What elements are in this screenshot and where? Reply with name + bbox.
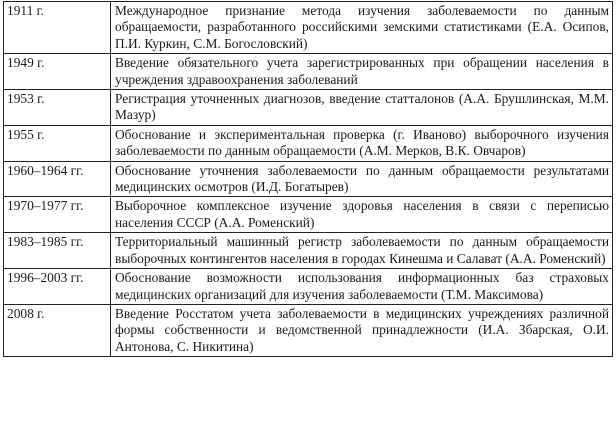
table-row xyxy=(4,125,613,161)
year-cell: 1960–1964 гг. xyxy=(4,161,111,197)
chronology-table-body xyxy=(4,2,613,357)
event-cell: Территориальный машинный регистр заболеваемости по данным обращаемости выборочных контингентов населения в городах Кинешма и Салават (А.А. Роменский) xyxy=(111,233,613,269)
year-cell: 1996–2003 гг. xyxy=(4,269,111,305)
year-cell: 1983–1985 гг. xyxy=(4,233,111,269)
table-row xyxy=(4,269,613,305)
event-cell: Обоснование уточнения заболеваемости по данным обращаемости результатами медицинских осмотров (И.Д. Богатырев) xyxy=(111,161,613,197)
table-row xyxy=(4,197,613,233)
event-cell: Международное признание метода изучения заболеваемости по данным обращаемости, разработанного российскими земскими статистиками (Е.А. Осипов, П.И. Куркин, С.М. Богословский) xyxy=(111,2,613,54)
event-cell: Выборочное комплексное изучение здоровья населения в связи с переписью населения СССР (А.А. Роменский) xyxy=(111,197,613,233)
chronology-table xyxy=(3,1,613,357)
table-row xyxy=(4,304,613,356)
year-cell: 2008 г. xyxy=(4,304,111,356)
year-cell: 1949 г. xyxy=(4,54,111,90)
table-row xyxy=(4,2,613,54)
table-row xyxy=(4,233,613,269)
event-cell: Регистрация уточненных диагнозов, введение статталонов (А.А. Брушлинская, М.М. Мазур) xyxy=(111,90,613,126)
year-cell: 1953 г. xyxy=(4,90,111,126)
year-cell: 1911 г. xyxy=(4,2,111,54)
table-row xyxy=(4,54,613,90)
event-cell: Введение обязательного учета зарегистрированных при обращении населения в учреждения здравоохранения заболеваний xyxy=(111,54,613,90)
year-cell: 1955 г. xyxy=(4,125,111,161)
table-row xyxy=(4,90,613,126)
year-cell: 1970–1977 гг. xyxy=(4,197,111,233)
event-cell: Обоснование и экспериментальная проверка (г. Иваново) выборочного изучения заболеваемости по данным обращаемости (А.М. Мерков, В.К. Овчаров) xyxy=(111,125,613,161)
table-row xyxy=(4,161,613,197)
event-cell: Обоснование возможности использования информационных баз страховых медицинских организаций для изучения заболеваемости (Т.М. Максимова) xyxy=(111,269,613,305)
event-cell: Введение Росстатом учета заболеваемости в медицинских учреждениях различной формы собственности и ведомственной принадлежности (И.А. Збарская, О.И. Антонова, С. Никитина) xyxy=(111,304,613,356)
